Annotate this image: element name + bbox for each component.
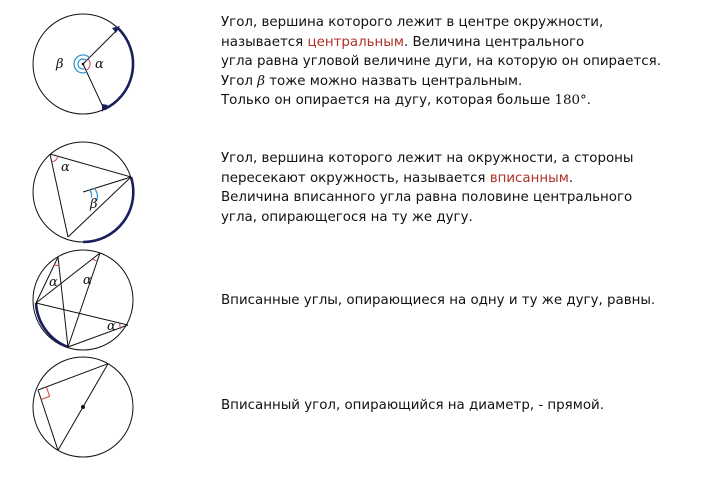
text-line: Угол β тоже можно назвать центральным. — [221, 73, 523, 89]
equal-angles-text — [221, 291, 691, 311]
inscribed-angle-diagram — [28, 137, 138, 247]
text-line: Величина вписанного угла равна половине центрального — [221, 190, 633, 205]
center-point — [82, 63, 85, 66]
diameter-angle-diagram — [28, 352, 138, 462]
alpha-label-3: α — [107, 319, 116, 334]
text-line: Угол, вершина которого лежит на окружности, а стороны — [221, 151, 634, 166]
text-line: Вписанные углы, опирающиеся на одну и ту же дугу, равны. — [221, 293, 656, 308]
diameter-angle-figure — [28, 352, 138, 462]
chord-2 — [38, 390, 58, 450]
equal-angles-diagram — [28, 245, 138, 355]
inscribed-angle-text — [221, 149, 691, 227]
text-line: Угол, вершина которого лежит в центре окружности, — [221, 15, 604, 30]
center-point — [81, 405, 85, 409]
inscribed-angle-figure — [28, 137, 138, 247]
alpha-label-2: α — [83, 273, 92, 288]
alpha-angle-mark — [52, 156, 58, 162]
text-line: пересекают окружность, называется вписанным. — [221, 170, 574, 186]
alpha-label-1: α — [49, 275, 58, 290]
alpha-label: α — [95, 57, 104, 72]
term-central: центральным — [307, 34, 404, 50]
central-angle-diagram — [28, 9, 138, 119]
text-line: Только он опирается на дугу, которая больше 180°. — [221, 93, 591, 108]
math-beta: β — [257, 73, 265, 89]
text-line: Вписанный угол, опирающийся на диаметр, - прямой. — [221, 398, 604, 413]
subtended-arc — [104, 29, 133, 110]
diameter-angle-text — [221, 396, 691, 416]
text-line: угла равна угловой величине дуги, на которую он опирается. — [221, 54, 661, 69]
text-line: угла, опирающегося на ту же дугу. — [221, 209, 473, 225]
beta-label: β — [56, 57, 64, 72]
alpha-label: α — [61, 160, 70, 175]
segment-2 — [68, 177, 131, 237]
text-line: называется центральным. Величина центрального — [221, 34, 585, 50]
alpha-mark-3 — [120, 323, 121, 329]
equal-angles-figure — [28, 245, 138, 355]
central-angle-figure — [28, 9, 138, 119]
circle — [33, 250, 133, 350]
central-angle-text — [221, 13, 691, 111]
beta-label: β — [90, 197, 98, 212]
chord-1 — [38, 364, 108, 390]
term-inscribed: вписанным — [489, 170, 569, 186]
math-180: 180° — [554, 93, 587, 108]
alpha-mark-2 — [93, 259, 97, 261]
